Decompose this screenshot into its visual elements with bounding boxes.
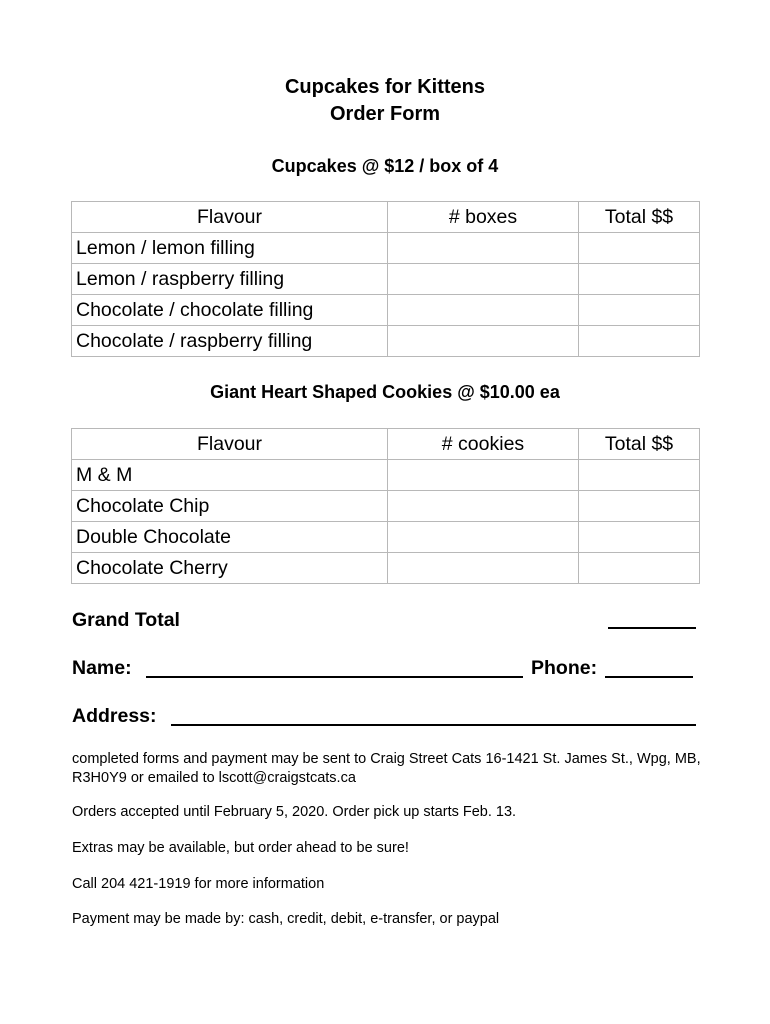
table-row — [72, 553, 700, 584]
column-header-flavour: Flavour — [72, 429, 388, 460]
column-header-total: Total $$ — [579, 429, 700, 460]
cupcakes-table — [71, 201, 700, 357]
send-info-text: completed forms and payment may be sent to Craig Street Cats 16-1421 St. James St., Wpg, MB, R3H0Y9 or emailed to lscott@craigstcats.ca — [72, 751, 701, 786]
table-header-row — [72, 202, 700, 233]
total-cell[interactable] — [579, 522, 700, 553]
cookies-cell[interactable] — [388, 553, 579, 584]
table-row — [72, 522, 700, 553]
table-header-row — [72, 429, 700, 460]
column-header-cookies: # cookies — [388, 429, 579, 460]
table-row — [72, 491, 700, 522]
cookies-cell[interactable] — [388, 460, 579, 491]
total-cell[interactable] — [579, 233, 700, 264]
cookies-cell[interactable] — [388, 522, 579, 553]
flavour-cell: M & M — [72, 460, 388, 491]
deadline-text: Orders accepted until February 5, 2020. Order pick up starts Feb. 13. — [72, 804, 517, 820]
call-text: Call 204 421-1919 for more information — [72, 876, 325, 892]
boxes-cell[interactable] — [388, 326, 579, 357]
flavour-cell: Chocolate / raspberry filling — [72, 326, 388, 357]
address-label: Address: — [72, 705, 157, 727]
total-cell[interactable] — [579, 553, 700, 584]
name-field[interactable] — [146, 676, 523, 678]
cookies-table — [71, 428, 700, 584]
flavour-cell: Lemon / lemon filling — [72, 233, 388, 264]
total-cell[interactable] — [579, 295, 700, 326]
column-header-total: Total $$ — [579, 202, 700, 233]
flavour-cell: Chocolate Cherry — [72, 553, 388, 584]
total-cell[interactable] — [579, 264, 700, 295]
extras-text: Extras may be available, but order ahead to be sure! — [72, 840, 409, 856]
table-row — [72, 460, 700, 491]
total-cell[interactable] — [579, 460, 700, 491]
column-header-flavour: Flavour — [72, 202, 388, 233]
cookies-heading: Giant Heart Shaped Cookies @ $10.00 ea — [210, 382, 560, 402]
total-cell[interactable] — [579, 326, 700, 357]
flavour-cell: Chocolate Chip — [72, 491, 388, 522]
boxes-cell[interactable] — [388, 295, 579, 326]
phone-field[interactable] — [605, 676, 693, 678]
grand-total-field[interactable] — [608, 627, 696, 629]
grand-total-label: Grand Total — [72, 609, 180, 631]
table-row — [72, 295, 700, 326]
form-subtitle: Order Form — [329, 103, 441, 125]
flavour-cell: Chocolate / chocolate filling — [72, 295, 388, 326]
phone-label: Phone: — [531, 657, 598, 679]
table-row — [72, 326, 700, 357]
payment-text: Payment may be made by: cash, credit, debit, e-transfer, or paypal — [72, 911, 500, 927]
form-title: Cupcakes for Kittens — [284, 76, 486, 98]
address-field[interactable] — [171, 724, 696, 726]
flavour-cell: Double Chocolate — [72, 522, 388, 553]
table-row — [72, 233, 700, 264]
boxes-cell[interactable] — [388, 264, 579, 295]
name-label: Name: — [72, 657, 132, 679]
table-row — [72, 264, 700, 295]
cookies-cell[interactable] — [388, 491, 579, 522]
column-header-boxes: # boxes — [388, 202, 579, 233]
cupcakes-heading: Cupcakes @ $12 / box of 4 — [271, 156, 499, 176]
boxes-cell[interactable] — [388, 233, 579, 264]
total-cell[interactable] — [579, 491, 700, 522]
flavour-cell: Lemon / raspberry filling — [72, 264, 388, 295]
